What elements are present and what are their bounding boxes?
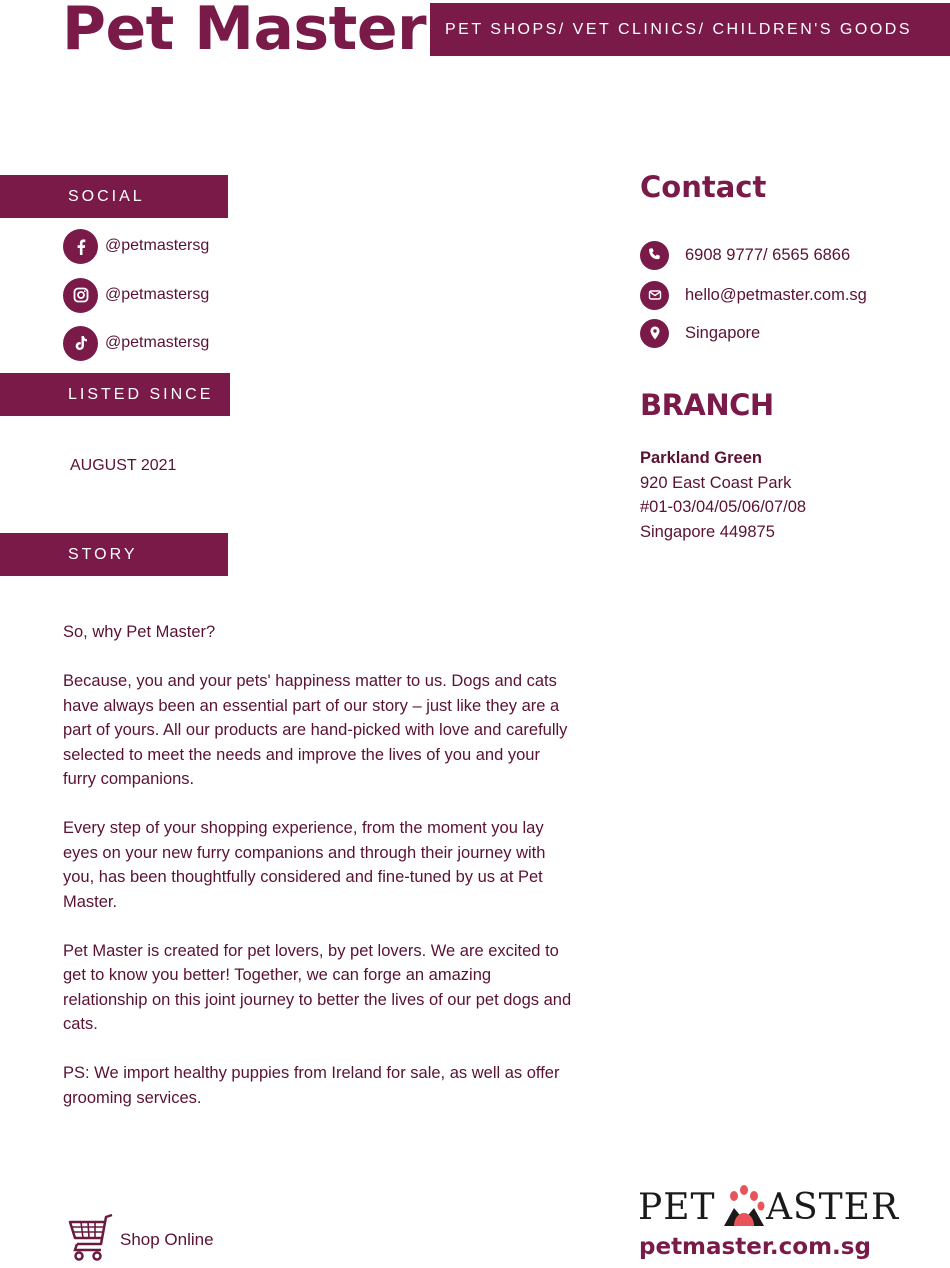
story-paragraph: So, why Pet Master? xyxy=(63,623,216,641)
email-address: hello@petmaster.com.sg xyxy=(685,285,867,304)
location-text: Singapore xyxy=(685,323,761,342)
branch-address-line: 920 East Coast Park xyxy=(640,473,792,492)
instagram-handle: @petmastersg xyxy=(105,286,210,303)
location-pin-icon xyxy=(640,319,669,348)
social-facebook[interactable] xyxy=(63,228,209,264)
listed-since-heading: LISTED SINCE xyxy=(0,373,230,416)
branch-heading: BRANCH xyxy=(640,388,774,422)
phone-number: 6908 9777/ 6565 6866 xyxy=(685,245,851,264)
story-paragraph: Every step of your shopping experience, from the moment you lay eyes on your new furry companions and through their journey with you, has been thoughtfully considered and fine-tuned by us at Pet Master. xyxy=(63,819,546,911)
shop-online-link[interactable] xyxy=(68,1214,214,1266)
tiktok-icon xyxy=(63,326,98,361)
facebook-icon xyxy=(63,229,98,264)
logo-text-aster: ASTER xyxy=(766,1187,900,1228)
contact-email[interactable] xyxy=(640,280,867,310)
listed-since-value: AUGUST 2021 xyxy=(70,457,177,474)
branch-address xyxy=(640,446,806,544)
contact-heading: Contact xyxy=(640,170,767,204)
pet-master-logo xyxy=(638,1182,900,1232)
story-heading: STORY xyxy=(0,533,228,576)
branch-address-line: #01-03/04/05/06/07/08 xyxy=(640,498,807,516)
instagram-icon xyxy=(63,278,98,313)
logo-text-pet: PET xyxy=(638,1187,716,1228)
social-heading: SOCIAL xyxy=(0,175,228,218)
social-instagram[interactable] xyxy=(63,277,209,313)
story-text xyxy=(63,620,573,1135)
email-icon xyxy=(640,281,669,310)
branch-address-line: Singapore 449875 xyxy=(640,522,775,541)
page-title: Pet Master xyxy=(62,0,427,64)
story-paragraph: PS: We import healthy puppies from Ireland for sale, as well as offer grooming services. xyxy=(63,1064,560,1107)
story-paragraph: Because, you and your pets' happiness matter to us. Dogs and cats have always been an essential part of our story – just like they are a part of yours. All our products are hand-picked with love and carefully selected to meet the needs and improve the lives of you and your furry companions. xyxy=(63,672,568,788)
shopping-cart-icon xyxy=(68,1212,116,1268)
tiktok-handle: @petmastersg xyxy=(105,334,210,351)
facebook-handle: @petmastersg xyxy=(105,237,210,254)
contact-phone[interactable] xyxy=(640,240,850,270)
story-paragraph: Pet Master is created for pet lovers, by pet lovers. We are excited to get to know you better! Together, we can forge an amazing relationship on this joint journey to better the lives of our pet dogs and cats. xyxy=(63,941,572,1033)
paw-m-icon xyxy=(718,1182,770,1232)
social-tiktok[interactable] xyxy=(63,325,209,361)
tagline-banner: PET SHOPS/ VET CLINICS/ CHILDREN'S GOODS xyxy=(430,3,950,56)
phone-icon xyxy=(640,241,669,270)
website-link[interactable]: petmaster.com.sg xyxy=(639,1234,871,1260)
contact-location xyxy=(640,318,760,348)
branch-name: Parkland Green xyxy=(640,449,762,467)
shop-online-label: Shop Online xyxy=(120,1230,214,1249)
